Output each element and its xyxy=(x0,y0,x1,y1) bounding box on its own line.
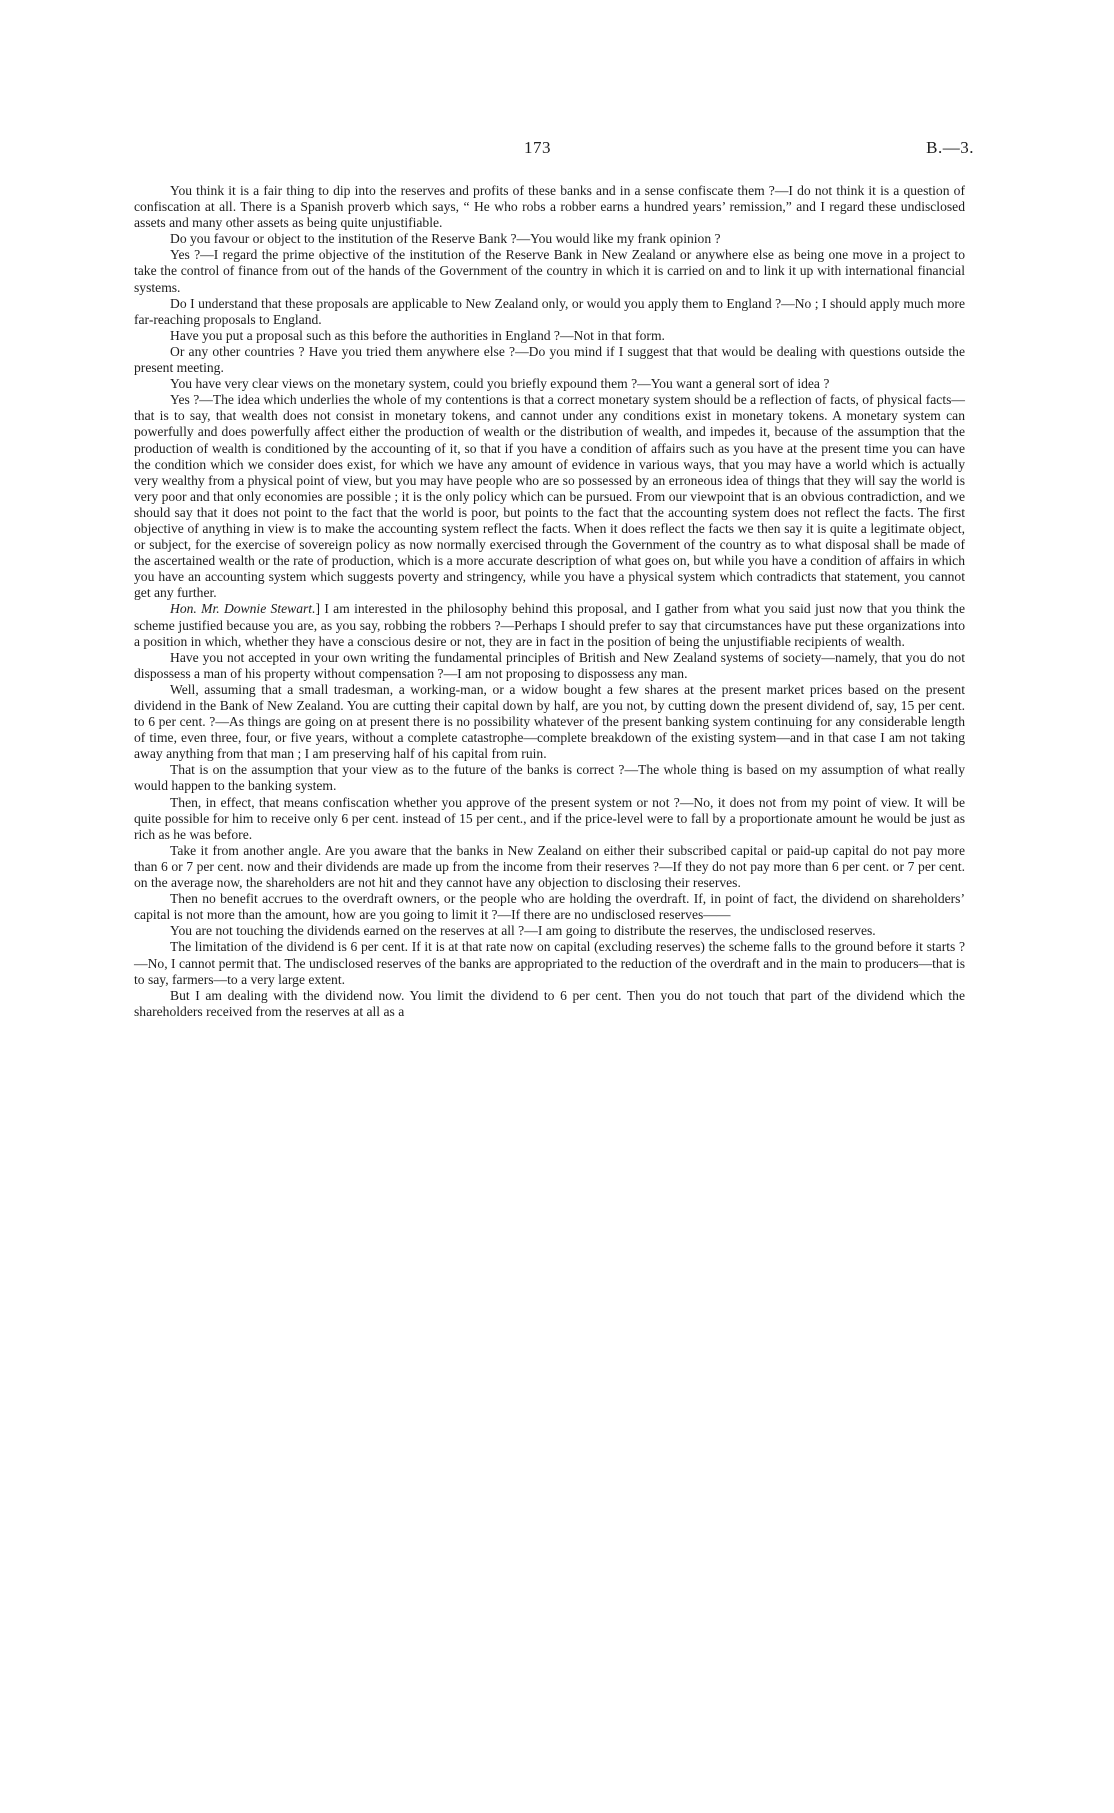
paragraph: Yes ?—The idea which underlies the whole of my contentions is that a correct monetary system should be a reflection of facts, of physical facts—that is to say, that wealth does not consist in monetary tokens, and cannot under any conditions exist in monetary tokens. A monetary system can powerfully and does powerfully affect either the production of wealth or the distribution of wealth, and impedes it, because of the assumption that the production of wealth is conditioned by the accounting of it, so that if you have a condition of affairs such as you have at the present time you can have the condition which we consider does exist, for which we have any amount of evidence in various ways, that you may have a world which is actually very wealthy from a physical point of view, but you may have people who are so possessed by an erroneous idea of things that they will say the world is very poor and that only economies are possible ; it is the only policy which can be pursued. From our viewpoint that is an obvious contradiction, and we should say that it does not point to the fact that the world is poor, but points to the fact that the accounting system does not reflect the facts. The first objective of anything in view is to make the accounting system reflect the facts. When it does reflect the facts we then say it is quite a legitimate object, or subject, for the exercise of sovereign policy as now normally exercised through the Government of the country as to what disposal shall be made of the ascertained wealth or the rate of production, which is a more accurate description of what goes on, but while you have a condition of affairs in which you have an accounting system which suggests poverty and stringency, while you have a physical system which contradicts that statement, you cannot get any further. xyxy=(134,392,965,601)
paragraph: Yes ?—I regard the prime objective of the institution of the Reserve Bank in New Zealand or anywhere else as being one move in a project to take the control of finance from out of the hands of the Government of the country in which it is carried on and to link it up with international financial systems. xyxy=(134,247,965,295)
paragraph: The limitation of the dividend is 6 per cent. If it is at that rate now on capital (excluding reserves) the scheme falls to the ground before it starts ?—No, I cannot permit that. The undisclosed reserves of the banks are appropriated to the reduction of the overdraft and in the main to producers—that is to say, farmers—to a very large extent. xyxy=(134,939,965,987)
body-text xyxy=(134,183,965,1020)
speaker-name: Hon. Mr. Downie Stewart. xyxy=(170,601,316,617)
paragraph: You have very clear views on the monetary system, could you briefly expound them ?—You want a general sort of idea ? xyxy=(170,376,830,392)
paragraph xyxy=(134,601,965,649)
paragraph: Then, in effect, that means confiscation whether you approve of the present system or not ?—No, it does not from my point of view. It will be quite possible for him to receive only 6 per cent. instead of 15 per cent., and if the price-level were to fall by a proportionate amount he would be just as rich as he was before. xyxy=(134,794,965,842)
paragraph: Or any other countries ? Have you tried them anywhere else ?—Do you mind if I suggest that that would be dealing with questions outside the present meeting. xyxy=(134,343,965,376)
paragraph: Have you put a proposal such as this before the authorities in England ?—Not in that form. xyxy=(170,327,665,343)
paragraph: But I am dealing with the dividend now. You limit the dividend to 6 per cent. Then you do not touch that part of the dividend which the shareholders received from the reserves at all as a xyxy=(134,987,965,1019)
paragraph: You think it is a fair thing to dip into the reserves and profits of these banks and in a sense confiscate them ?—I do not think it is a question of confiscation at all. There is a Spanish proverb which says, “ He who robs a robber earns a hundred years’ remission,” and I regard these undisclosed assets and many other assets as being quite unjustifiable. xyxy=(134,183,965,231)
paragraph: You are not touching the dividends earned on the reserves at all ?—I am going to distribute the reserves, the undisclosed reserves. xyxy=(170,923,876,939)
page-number: 173 xyxy=(524,138,551,157)
paragraph: Do I understand that these proposals are applicable to New Zealand only, or would you apply them to England ?—No ; I should apply much more far-reaching proposals to England. xyxy=(134,295,965,327)
paragraph: Have you not accepted in your own writing the fundamental principles of British and New Zealand systems of society—namely, that you do not dispossess a man of his property without compensation ?—I am not proposing to dispossess any man. xyxy=(134,649,965,681)
document-reference: B.—3. xyxy=(926,138,974,157)
paragraph: Well, assuming that a small tradesman, a working-man, or a widow bought a few shares at the present market prices based on the present dividend in the Bank of New Zealand. You are cutting their capital down by half, are you not, by cutting down the present dividend of, say, 15 per cent. to 6 per cent. ?—As things are going on at present there is no possibility whatever of the present banking system continuing for any considerable length of time, even three, four, or five years, without a complete catastrophe—complete breakdown of the existing system—and in that case I am not taking away anything from that man ; I am preserving half of his capital from ruin. xyxy=(134,681,965,762)
paragraph: Take it from another angle. Are you aware that the banks in New Zealand on either their subscribed capital or paid-up capital do not pay more than 6 or 7 per cent. now and their dividends are made up from the income from their reserves ?—If they do not pay more than 6 per cent. or 7 per cent. on the average now, the shareholders are not hit and they cannot have any objection to disclosing their reserves. xyxy=(134,842,965,891)
paragraph: Do you favour or object to the institution of the Reserve Bank ?—You would like my frank opinion ? xyxy=(170,231,721,247)
paragraph-text: ] I am interested in the philosophy behind this proposal, and I gather from what you said just now that you think the scheme justified because you are, as you say, robbing the robbers ?—Perhaps I should prefer to say that circumstances have put these organizations into a position in which, whether they have a conscious desire or not, they are in fact in the position of being the unjustifiable recipients of wealth. xyxy=(134,601,965,649)
page-header xyxy=(0,138,1114,162)
paragraph: Then no benefit accrues to the overdraft owners, or the people who are holding the overdraft. If, in point of fact, the dividend on shareholders’ capital is not more than the amount, how are you going to limit it ?—If there are no undisclosed reserves—— xyxy=(134,891,965,923)
paragraph: That is on the assumption that your view as to the future of the banks is correct ?—The whole thing is based on my assumption of what really would happen to the banking system. xyxy=(134,762,965,794)
